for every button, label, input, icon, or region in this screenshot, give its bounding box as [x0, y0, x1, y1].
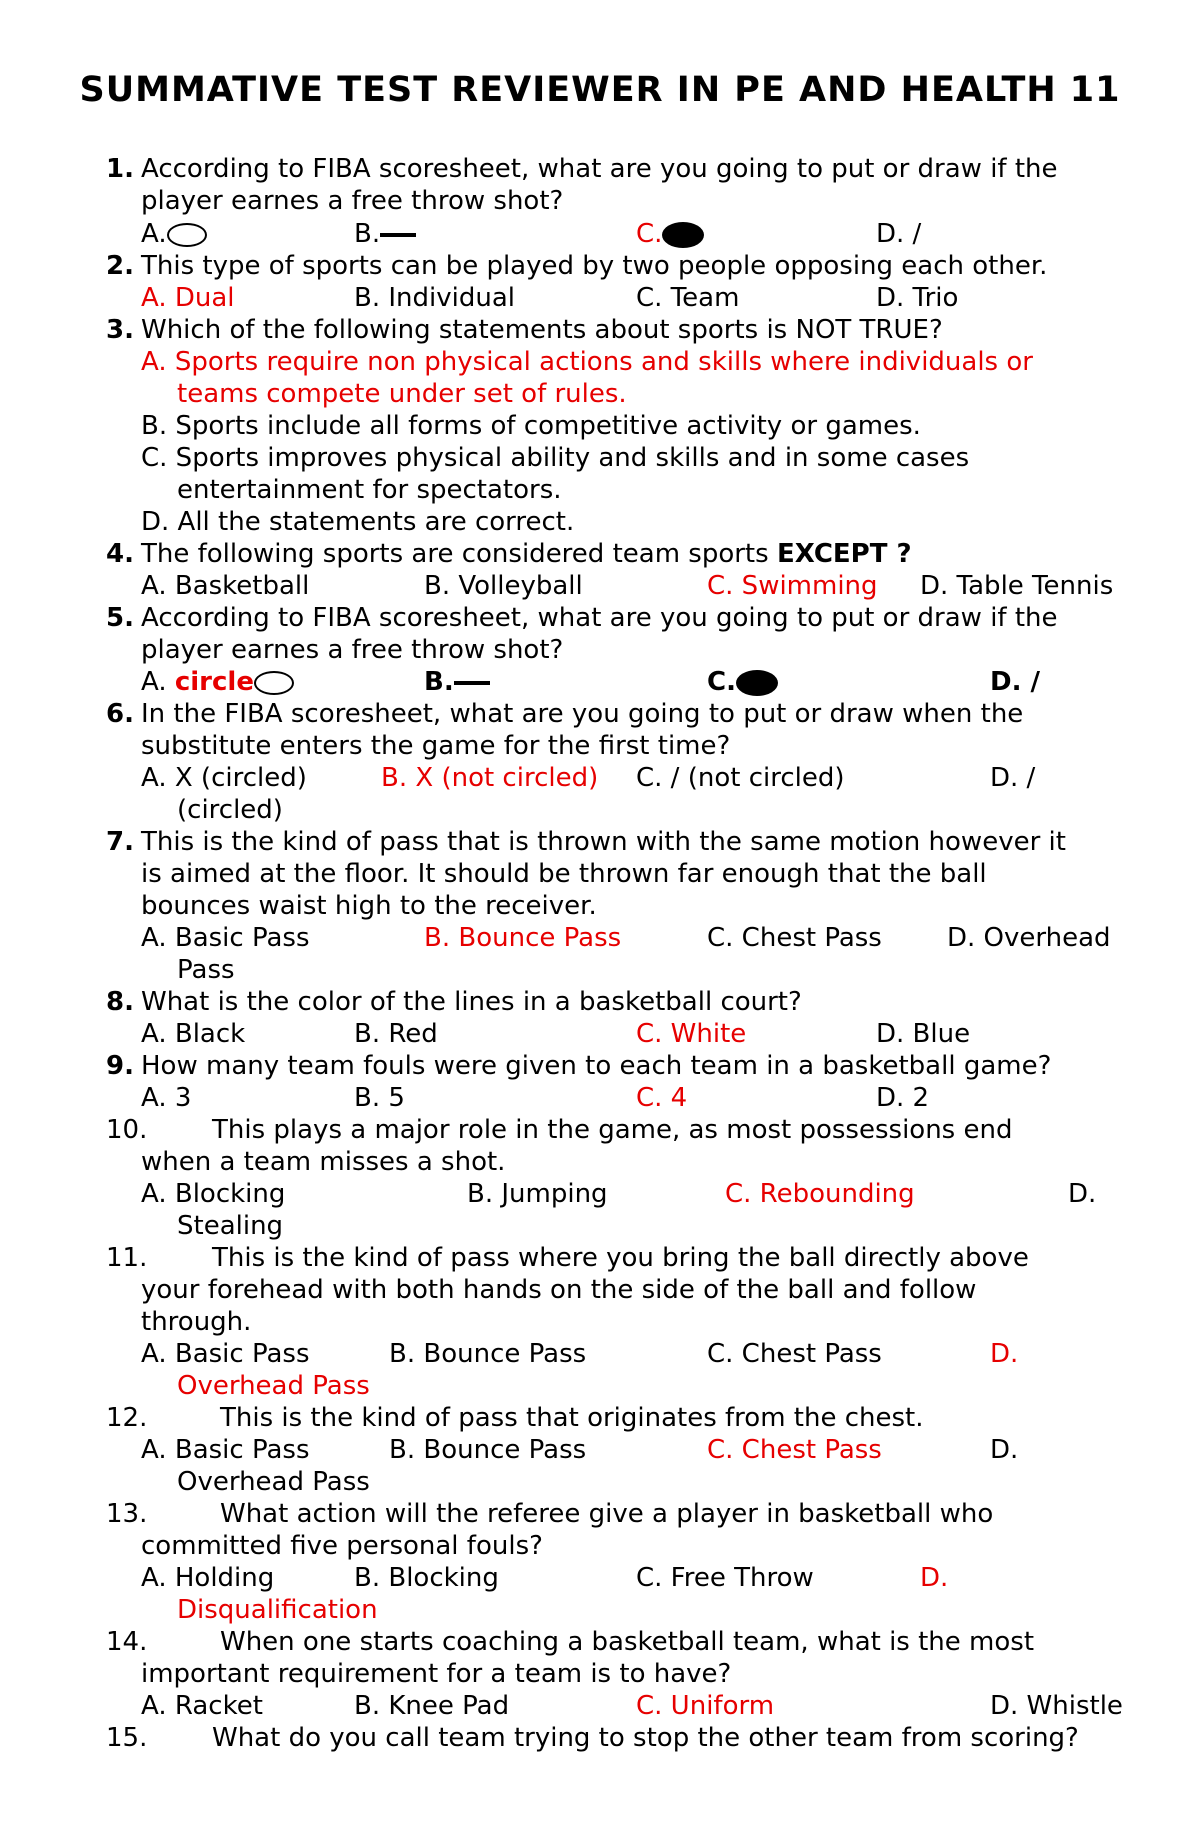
option-a: A. Basic Pass — [141, 1435, 310, 1465]
question-number: 13. — [106, 1499, 148, 1529]
option-b: B. Bounce Pass — [389, 1339, 587, 1369]
option-b-answer: B. Bounce Pass — [424, 923, 622, 953]
question-number: 5. — [106, 603, 134, 633]
option-a: A. 3 — [141, 1083, 192, 1113]
option-c: C. Chest Pass — [707, 1339, 882, 1369]
option-b — [354, 218, 416, 250]
option-d: D. — [1068, 1179, 1097, 1209]
question-text: bounces waist high to the receiver. — [141, 891, 597, 921]
question-number: 12. — [106, 1403, 148, 1433]
option-c: C. Free Throw — [636, 1563, 814, 1593]
question-number: 1. — [106, 154, 134, 184]
filled-circle-icon — [736, 670, 778, 696]
option-b: B. Blocking — [354, 1563, 499, 1593]
option-b: B. Bounce Pass — [389, 1435, 587, 1465]
option-c-cont: entertainment for spectators. — [177, 475, 562, 505]
question-text: This plays a major role in the game, as most possessions end — [212, 1115, 1013, 1145]
question-number: 4. — [106, 539, 134, 569]
option-b — [424, 666, 490, 698]
option-d: D. / — [876, 219, 922, 249]
option-c: C. Sports improves physical ability and skills and in some cases — [141, 443, 970, 473]
option-d-answer-cont: Overhead Pass — [177, 1371, 370, 1401]
question-number: 6. — [106, 699, 134, 729]
option-b: B. Volleyball — [424, 571, 583, 601]
option-b-label: B. — [424, 667, 454, 697]
option-c: C. Chest Pass — [707, 923, 882, 953]
option-a-answer — [141, 666, 294, 698]
question-text-main: The following sports are considered team sports — [141, 539, 777, 569]
question-text: According to FIBA scoresheet, what are you going to put or draw if the — [141, 603, 1058, 633]
option-a: A. Basic Pass — [141, 1339, 310, 1369]
question-text — [141, 538, 912, 570]
question-emphasis: EXCEPT ? — [776, 539, 912, 569]
option-c: C. / (not circled) — [636, 763, 845, 793]
question-number: 8. — [106, 987, 134, 1017]
open-circle-icon — [254, 671, 294, 695]
option-a: A. Basic Pass — [141, 923, 310, 953]
option-a-label: A. — [141, 667, 175, 697]
option-c-answer: C. Rebounding — [725, 1179, 915, 1209]
question-text: What is the color of the lines in a basketball court? — [141, 987, 802, 1017]
option-a-answer: A. Sports require non physical actions and skills where individuals or — [141, 347, 1033, 377]
question-number: 7. — [106, 827, 134, 857]
question-text: Which of the following statements about sports is NOT TRUE? — [141, 315, 943, 345]
question-number: 11. — [106, 1243, 148, 1273]
question-text: What do you call team trying to stop the other team from scoring? — [212, 1723, 1079, 1753]
option-b-answer: B. X (not circled) — [381, 763, 599, 793]
option-b: B. Sports include all forms of competitive activity or games. — [141, 411, 921, 441]
option-a: A. Racket — [141, 1691, 263, 1721]
option-c-answer — [636, 218, 704, 250]
question-text: This is the kind of pass where you bring the ball directly above — [212, 1243, 1029, 1273]
option-c-answer: C. Chest Pass — [707, 1435, 882, 1465]
option-d: D. — [990, 1435, 1019, 1465]
option-a: A. X (circled) — [141, 763, 307, 793]
filled-circle-icon — [662, 222, 704, 248]
option-d-answer: D. — [920, 1563, 949, 1593]
question-number: 2. — [106, 251, 134, 281]
option-a: A. Basketball — [141, 571, 310, 601]
option-b: B. Knee Pad — [354, 1691, 510, 1721]
option-a-answer-cont: teams compete under set of rules. — [177, 379, 627, 409]
open-circle-icon — [167, 223, 207, 247]
question-text: player earnes a free throw shot? — [141, 635, 564, 665]
option-d: D. / — [990, 763, 1036, 793]
option-d-cont: Stealing — [177, 1211, 284, 1241]
question-text: What action will the referee give a player in basketball who — [220, 1499, 994, 1529]
question-text: important requirement for a team is to have? — [141, 1659, 732, 1689]
question-text: According to FIBA scoresheet, what are you going to put or draw if the — [141, 154, 1058, 184]
option-a — [141, 218, 207, 250]
option-a: A. Holding — [141, 1563, 275, 1593]
question-number: 14. — [106, 1627, 148, 1657]
option-d-answer-cont: Disqualification — [177, 1595, 378, 1625]
option-c-label: C. — [707, 667, 736, 697]
page-title: SUMMATIVE TEST REVIEWER IN PE AND HEALTH 11 — [79, 70, 1121, 110]
question-text: When one starts coaching a basketball team, what is the most — [220, 1627, 1035, 1657]
question-text: your forehead with both hands on the side of the ball and follow — [141, 1275, 977, 1305]
question-number: 15. — [106, 1723, 148, 1753]
question-text: This is the kind of pass that is thrown with the same motion however it — [141, 827, 1066, 857]
question-text: This is the kind of pass that originates from the chest. — [220, 1403, 924, 1433]
question-text: when a team misses a shot. — [141, 1147, 506, 1177]
question-text: player earnes a free throw shot? — [141, 186, 564, 216]
question-text: through. — [141, 1307, 252, 1337]
option-c — [707, 666, 778, 698]
question-text: is aimed at the floor. It should be thrown far enough that the ball — [141, 859, 987, 889]
option-c-answer: C. 4 — [636, 1083, 688, 1113]
option-b: B. Red — [354, 1019, 438, 1049]
answer-word: circle — [174, 667, 254, 697]
option-d-cont: (circled) — [177, 795, 283, 825]
option-d: D. 2 — [876, 1083, 930, 1113]
option-d: D. Trio — [876, 283, 959, 313]
option-d-answer: D. — [990, 1339, 1019, 1369]
option-c: C. Team — [636, 283, 740, 313]
option-d-cont: Overhead Pass — [177, 1467, 370, 1497]
option-d: D. Blue — [876, 1019, 971, 1049]
option-c-answer: C. White — [636, 1019, 747, 1049]
question-number: 9. — [106, 1051, 134, 1081]
question-text: substitute enters the game for the first time? — [141, 731, 731, 761]
question-text: This type of sports can be played by two people opposing each other. — [141, 251, 1048, 281]
dash-icon — [454, 681, 490, 685]
option-d: D. Table Tennis — [920, 571, 1114, 601]
option-c-label: C. — [636, 219, 663, 249]
option-b: B. Jumping — [467, 1179, 608, 1209]
question-text: In the FIBA scoresheet, what are you going to put or draw when the — [141, 699, 1024, 729]
option-c-answer: C. Uniform — [636, 1691, 775, 1721]
option-b-label: B. — [354, 219, 381, 249]
option-a: A. Blocking — [141, 1179, 286, 1209]
dash-icon — [380, 233, 416, 237]
option-b: B. Individual — [354, 283, 515, 313]
question-number: 3. — [106, 315, 134, 345]
option-d: D. All the statements are correct. — [141, 507, 575, 537]
option-d-cont: Pass — [177, 955, 235, 985]
question-number: 10. — [106, 1115, 148, 1145]
option-d: D. Overhead — [947, 923, 1111, 953]
question-text: How many team fouls were given to each team in a basketball game? — [141, 1051, 1052, 1081]
option-a-label: A. — [141, 219, 167, 249]
option-d: D. / — [990, 667, 1041, 697]
option-b: B. 5 — [354, 1083, 405, 1113]
option-a: A. Black — [141, 1019, 246, 1049]
option-a-answer: A. Dual — [141, 283, 235, 313]
question-text: committed five personal fouls? — [141, 1531, 543, 1561]
option-d: D. Whistle — [990, 1691, 1123, 1721]
option-c-answer: C. Swimming — [707, 571, 878, 601]
